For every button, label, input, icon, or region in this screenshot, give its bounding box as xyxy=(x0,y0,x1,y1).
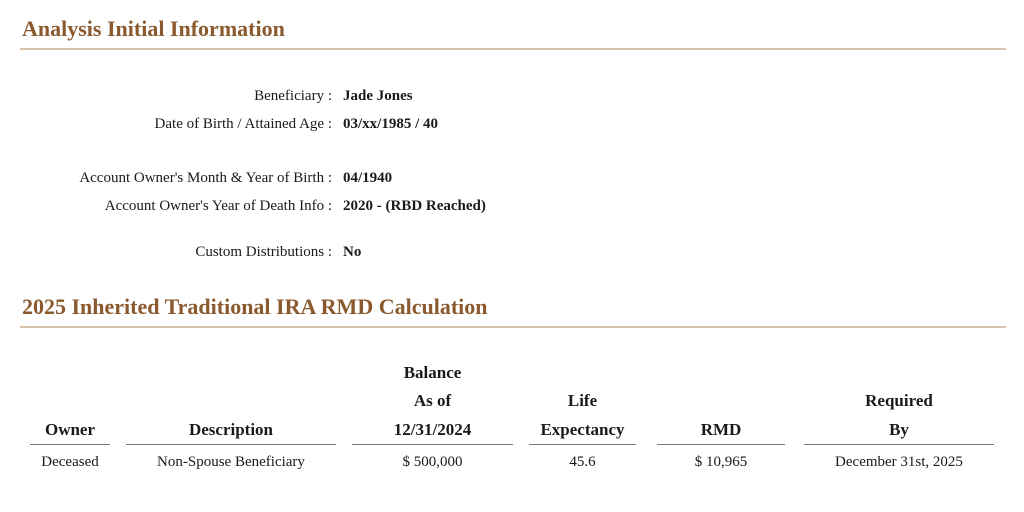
header-text: Balance xyxy=(403,362,462,382)
info-label: Date of Birth / Attained Age : xyxy=(154,116,332,132)
header-underline xyxy=(804,444,994,445)
cell-owner: Deceased xyxy=(41,454,99,470)
cell-description: Non-Spouse Beneficiary xyxy=(157,454,305,470)
column-header-description xyxy=(126,358,336,444)
header-underline xyxy=(30,444,110,445)
column-header-balance xyxy=(352,358,513,444)
cell-rmd: $ 10,965 xyxy=(694,454,748,470)
header-text: As of xyxy=(413,391,452,410)
cell-balance: $ 500,000 xyxy=(402,454,463,470)
header-underline xyxy=(529,444,636,445)
column-header-required-by xyxy=(804,358,994,444)
info-row-owner-birth xyxy=(0,167,700,189)
info-label: Beneficiary : xyxy=(254,88,332,104)
section-title-initial-info: Analysis Initial Information xyxy=(22,16,285,41)
info-row-date-of-birth xyxy=(0,113,700,135)
info-row-beneficiary xyxy=(0,85,700,107)
column-header-life-expectancy xyxy=(529,358,636,444)
info-value: 03/xx/1985 / 40 xyxy=(343,116,439,132)
header-text: Required xyxy=(865,391,933,410)
info-value: No xyxy=(343,244,362,260)
header-underline xyxy=(126,444,336,445)
section-divider xyxy=(20,48,1006,50)
info-label: Custom Distributions : xyxy=(195,244,332,260)
column-header-rmd xyxy=(657,358,785,444)
info-value: Jade Jones xyxy=(343,88,413,104)
header-text: 12/31/2024 xyxy=(393,419,472,439)
header-text: Life xyxy=(567,391,598,410)
header-text: Description xyxy=(188,419,274,439)
header-text: Owner xyxy=(44,419,96,439)
info-row-custom-distributions xyxy=(0,241,700,263)
header-underline xyxy=(352,444,513,445)
section-divider xyxy=(20,326,1006,328)
info-label: Account Owner's Month & Year of Birth : xyxy=(79,170,332,186)
header-text: Expectancy xyxy=(540,419,625,439)
header-text: By xyxy=(889,419,909,439)
section-title-rmd-calculation: 2025 Inherited Traditional IRA RMD Calculation xyxy=(22,294,488,319)
info-row-owner-death xyxy=(0,195,700,217)
info-value: 04/1940 xyxy=(343,170,393,186)
header-text: RMD xyxy=(700,419,742,439)
info-label: Account Owner's Year of Death Info : xyxy=(104,198,332,214)
cell-required-by: December 31st, 2025 xyxy=(835,454,963,470)
header-underline xyxy=(657,444,785,445)
cell-life-expectancy: 45.6 xyxy=(569,454,596,470)
column-header-owner xyxy=(30,358,110,444)
info-value: 2020 - (RBD Reached) xyxy=(343,198,486,214)
